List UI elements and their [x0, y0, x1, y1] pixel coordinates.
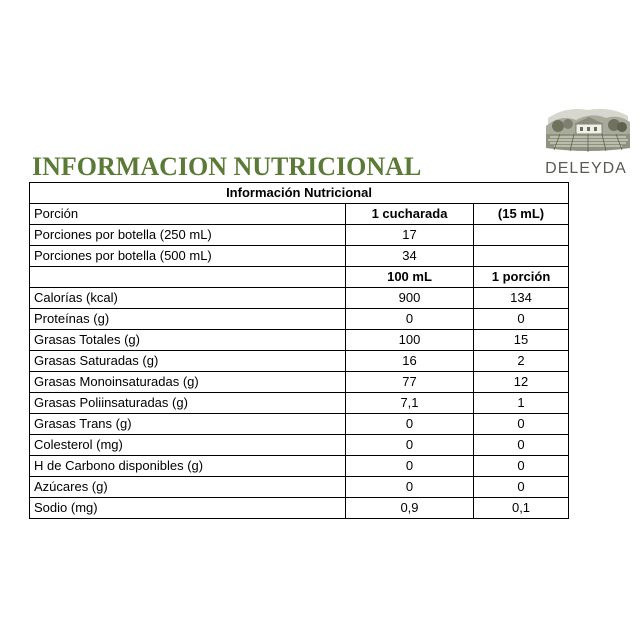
row-label: Grasas Poliinsaturadas (g): [30, 393, 346, 414]
row-value-100ml: 100: [346, 330, 474, 351]
row-label: Sodio (mg): [30, 498, 346, 519]
table-row: [30, 225, 569, 246]
row-value-100ml: 0: [346, 435, 474, 456]
row-value-100ml: 77: [346, 372, 474, 393]
row-value-100ml: 900: [346, 288, 474, 309]
row-label: Grasas Trans (g): [30, 414, 346, 435]
row-label: Grasas Totales (g): [30, 330, 346, 351]
row-value-100ml: 1 cucharada: [346, 204, 474, 225]
row-label: Porción: [30, 204, 346, 225]
row-label: Calorías (kcal): [30, 288, 346, 309]
row-value-100ml: 7,1: [346, 393, 474, 414]
table-row: [30, 204, 569, 225]
row-value-portion: 0: [474, 309, 569, 330]
table-row: [30, 267, 569, 288]
table-row: [30, 414, 569, 435]
row-value-portion: [474, 246, 569, 267]
brand-logo: [540, 104, 632, 180]
row-value-portion: 15: [474, 330, 569, 351]
row-value-portion: 1 porción: [474, 267, 569, 288]
vineyard-estate-icon: [546, 104, 630, 156]
table-caption: Información Nutricional: [30, 183, 569, 204]
table-caption-row: [30, 183, 569, 204]
table-row: [30, 498, 569, 519]
row-value-100ml: 0,9: [346, 498, 474, 519]
table-row: [30, 351, 569, 372]
row-label: H de Carbono disponibles (g): [30, 456, 346, 477]
row-value-portion: 2: [474, 351, 569, 372]
page-title: INFORMACION NUTRICIONAL: [32, 152, 422, 181]
row-value-portion: 134: [474, 288, 569, 309]
table-row: [30, 330, 569, 351]
row-label: Porciones por botella (500 mL): [30, 246, 346, 267]
row-value-100ml: 17: [346, 225, 474, 246]
row-value-portion: 0: [474, 414, 569, 435]
row-value-100ml: 0: [346, 477, 474, 498]
brand-name: DELEYDA: [545, 160, 627, 177]
row-value-100ml: 0: [346, 309, 474, 330]
row-value-portion: [474, 225, 569, 246]
row-value-portion: 1: [474, 393, 569, 414]
row-value-portion: 0: [474, 435, 569, 456]
row-value-100ml: 0: [346, 456, 474, 477]
row-label: Grasas Saturadas (g): [30, 351, 346, 372]
row-label: Azúcares (g): [30, 477, 346, 498]
row-value-portion: 0,1: [474, 498, 569, 519]
row-label: [30, 267, 346, 288]
row-label: Proteínas (g): [30, 309, 346, 330]
table-row: [30, 393, 569, 414]
nutrition-table: [29, 182, 569, 519]
table-row: [30, 435, 569, 456]
row-label: Colesterol (mg): [30, 435, 346, 456]
table-row: [30, 372, 569, 393]
table-row: [30, 309, 569, 330]
table-row: [30, 246, 569, 267]
row-label: Grasas Monoinsaturadas (g): [30, 372, 346, 393]
row-value-portion: 12: [474, 372, 569, 393]
row-value-100ml: 16: [346, 351, 474, 372]
row-value-portion: 0: [474, 477, 569, 498]
row-value-portion: 0: [474, 456, 569, 477]
row-value-100ml: 0: [346, 414, 474, 435]
row-value-portion: (15 mL): [474, 204, 569, 225]
row-value-100ml: 34: [346, 246, 474, 267]
row-label: Porciones por botella (250 mL): [30, 225, 346, 246]
table-row: [30, 456, 569, 477]
row-value-100ml: 100 mL: [346, 267, 474, 288]
table-row: [30, 477, 569, 498]
table-row: [30, 288, 569, 309]
